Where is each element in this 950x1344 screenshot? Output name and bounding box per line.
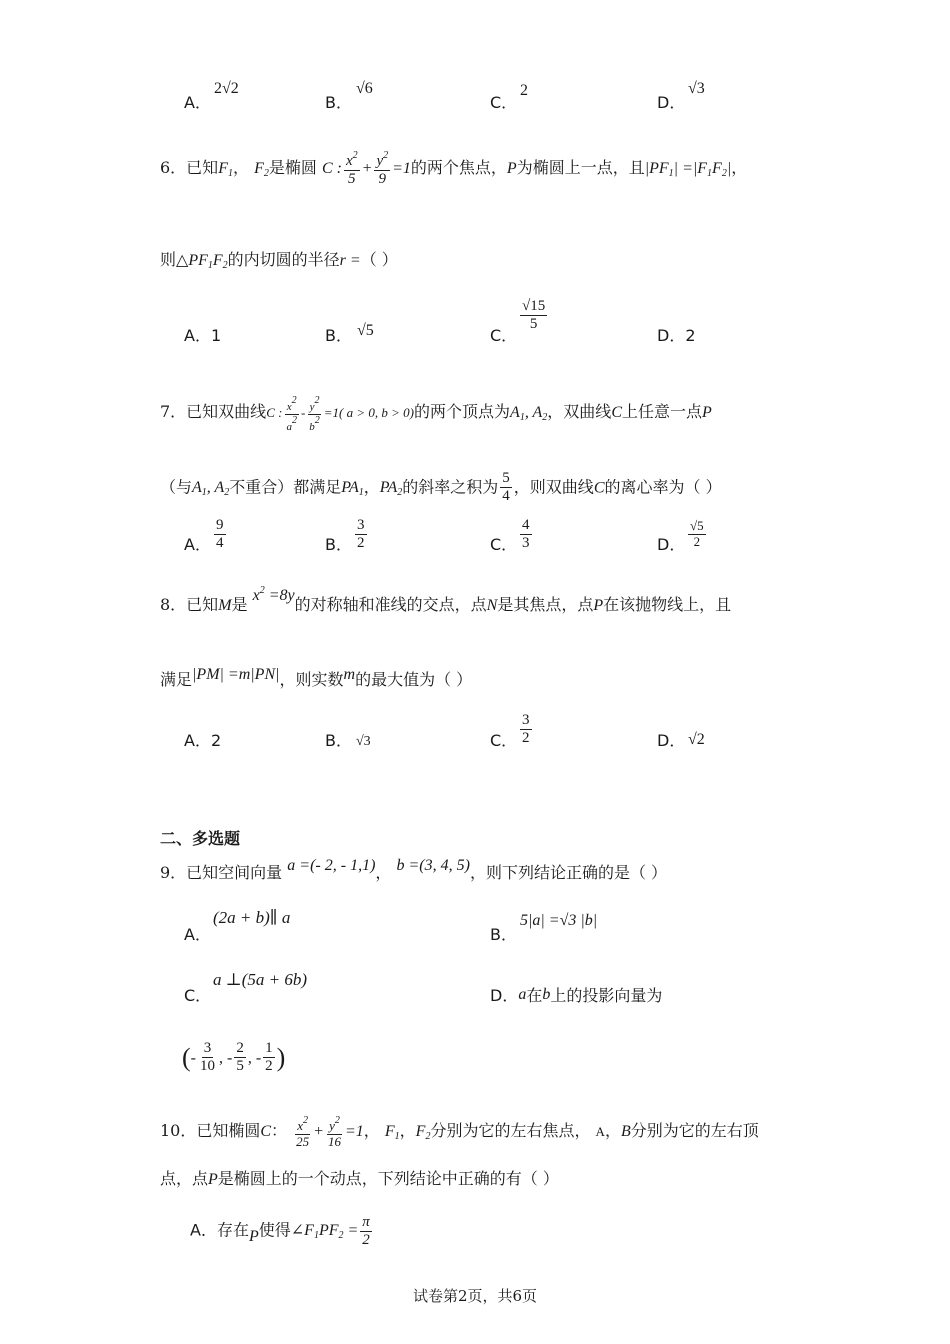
q8-option-a: A．2 (184, 731, 222, 750)
q10-prefix: 10．已知椭圆 (160, 1121, 261, 1141)
q6-text-ellipse: 是椭圆 (268, 157, 317, 177)
q6-text-foci: 的两个焦点， (410, 157, 507, 177)
q7-prefix: 7．已知双曲线 (160, 402, 267, 422)
q8-option-c-label: C． (490, 731, 518, 750)
q8-option-d-label: D． (657, 731, 686, 750)
q10-line-1 (160, 1115, 759, 1150)
q9-option-b-expr: 5|a| =√3 |b| (520, 912, 598, 929)
q8-m: M (218, 597, 232, 614)
q10-option-a-text: 使得 (258, 1220, 291, 1240)
q6-line-2 (160, 247, 398, 271)
q6-comma: ， (232, 157, 249, 177)
q10-option-a-angle: $\angle F_1PF_2$ = $\frac{\pi}{2}$ (290, 1214, 370, 1249)
q5-option-b-label: B． (325, 93, 352, 112)
q8-text-focus: 是其焦点，点 (497, 595, 594, 614)
q7-comma: ， (363, 477, 380, 497)
q6-p: P (506, 159, 517, 177)
q8-text-real: ，则实数 (279, 670, 344, 689)
q10-a: A (595, 1124, 605, 1140)
q9-text-tail: ，则下列结论正确的是（ ） (469, 863, 668, 882)
q8-text-max: 的最大值为（ ） (355, 670, 473, 689)
q5-option-c-value: 2 (520, 82, 528, 99)
q6-f1: $F_1$ (218, 159, 233, 179)
q8-option-d-value: √2 (688, 731, 705, 748)
q7-option-d-label: D． (657, 535, 686, 554)
q7-option-c-label: C． (490, 535, 518, 554)
q7-text-hyperbola: ，双曲线 (547, 402, 612, 422)
q7-hyperbola-eq: C : $\frac{x2}{a2}$ - $\frac{y2}{b2}$ =1( a > 0, b > 0) (266, 395, 415, 433)
q10-text-point: 点，点 (160, 1169, 209, 1188)
q7-option-a-value: $\frac{9}{4}$ (216, 517, 224, 552)
q6-option-a: A．1 (184, 326, 222, 345)
q5-option-c-label: C． (490, 93, 518, 112)
q10-comma: ， (363, 1121, 380, 1141)
q10-option-a-p: P (248, 1228, 259, 1246)
q9-option-a-expr: (2a + b)∥ a (213, 908, 291, 927)
q10-c: C (260, 1123, 272, 1141)
q8-n: N (486, 597, 498, 614)
q10-option-a (190, 1214, 374, 1250)
q9-option-c-label: C． (184, 986, 212, 1005)
q10-comma-3: ， (604, 1121, 621, 1141)
q9-option-d (490, 983, 662, 1006)
q7-a1a2: $A_1$, $A_2$ (510, 404, 548, 424)
q8-text-satisfy: 满足 (160, 670, 193, 689)
q10-colon: ： (271, 1121, 288, 1141)
q7-text-with: （与 (160, 477, 193, 497)
page-footer: 试卷第2页，共6页 (412, 1287, 538, 1305)
q7-option-c-value: $\frac{4}{3}$ (522, 517, 530, 552)
q10-ellipse-eq: $\frac{x^2}{25}$ + $\frac{y^2}{16}$ =1 (296, 1115, 364, 1149)
q7-text-vertices: 的两个顶点为 (414, 402, 511, 422)
q7-text-satisfy: 不重合）都满足 (229, 477, 342, 497)
q8-line-1 (160, 585, 732, 615)
q8-option-c-value: $\frac{3}{2}$ (522, 712, 530, 747)
q6-condition: $|PF_1| =|F_1F_2|$ (644, 159, 732, 179)
q10-b: B (620, 1123, 631, 1141)
q9-vector-a: a =(- 2, - 1,1) (287, 857, 376, 874)
q6-option-c-label: C． (490, 326, 518, 345)
q7-text-slope: 的斜率之积为 (402, 477, 499, 497)
q5-option-d-value: √3 (688, 80, 705, 97)
q6-paren: （ ） (360, 250, 398, 269)
q7-c-2: C (593, 479, 605, 497)
q8-parabola-eq: $x^2 =8y$ (252, 585, 295, 604)
q6-comma-2: ， (731, 157, 748, 177)
q7-text-eccentricity: 的离心率为（ ） (604, 477, 722, 497)
q10-f2: $F_2$ (415, 1123, 431, 1143)
q7-option-b-value: $\frac{3}{2}$ (357, 517, 365, 552)
q8-line-2 (160, 667, 472, 690)
q9-vector-b: b =(3, 4, 5) (396, 857, 470, 874)
q7-text-point: 上任意一点 (621, 402, 702, 422)
q10-text-vertices: 分别为它的左右顶 (630, 1121, 759, 1141)
q7-p: P (702, 404, 712, 422)
q7-pa1: $PA_1$ (341, 479, 364, 499)
q6-line-1 (160, 150, 747, 189)
q7-line-1 (160, 395, 712, 433)
q10-comma-2: ， (399, 1121, 416, 1141)
q8-prefix: 8．已知 (160, 595, 219, 614)
q6-triangle: $\triangle PF_1F_2$ (176, 252, 228, 271)
q7-line-2 (160, 470, 722, 506)
q9-option-d-label: D． (490, 986, 519, 1005)
q7-option-a-label: A． (184, 535, 211, 554)
q7-text-then: ，则双曲线 (513, 477, 594, 497)
q6-then: 则 (160, 250, 177, 269)
q7-option-d-value: $\frac{√5}{2}$ (690, 518, 704, 549)
q6-f2: $F_2$ (254, 159, 269, 179)
q5-option-d-label: D． (657, 93, 686, 112)
q9-option-b-label: B． (490, 925, 517, 944)
q7-option-b-label: B． (325, 535, 352, 554)
q10-p: P (208, 1171, 218, 1188)
q9-prefix: 9．已知空间向量 (160, 863, 283, 882)
q10-f1: $F_1$ (384, 1123, 400, 1143)
q9-option-d-vector: (- $\frac{3}{10}$ , - $\frac{2}{5}$ , - $\frac{1}{2}$ ) (182, 1040, 286, 1075)
q8-condition: |PM| =m|PN| (192, 666, 280, 683)
q6-option-b-label: B． (325, 326, 352, 345)
q7-c: C (611, 404, 622, 422)
q6-option-b-value: √5 (357, 322, 374, 339)
q9-separator: ， (375, 863, 392, 882)
q7-a1a2-2: $A_1$, $A_2$ (192, 479, 230, 499)
q10-text-moving: 是椭圆上的一个动点，下列结论中正确的有（ ） (217, 1169, 559, 1188)
q8-text-axis: 的对称轴和准线的交点，点 (294, 595, 487, 614)
q6-prefix: 6．已知 (160, 157, 219, 177)
q7-pa2: $PA_2$ (379, 479, 403, 499)
q5-option-b-value: √6 (356, 80, 373, 97)
q9-option-d-b: b (542, 986, 551, 1003)
q6-text-radius: 的内切圆的半径 (227, 250, 340, 269)
q8-text-on: 在该抛物线上，且 (603, 595, 732, 614)
q7-product: $\frac{5}{4}$ (502, 470, 510, 505)
section-title-multiple-choice: 二、多选题 (160, 829, 241, 848)
q8-text-is: 是 (231, 595, 248, 614)
q6-ellipse-eq: C : $\frac{x^2}{5}$ + $\frac{y^2}{9}$ =1 (321, 150, 411, 188)
q10-text-foci: 分别为它的左右焦点， (430, 1121, 591, 1141)
q8-option-b-label: B． (325, 731, 352, 750)
q8-p: P (593, 597, 604, 614)
q6-option-c-value: $\frac{√15}{5}$ (522, 298, 546, 333)
q9-option-d-in: 在 (526, 986, 543, 1005)
q9-option-a-label: A． (184, 925, 211, 944)
q8-option-b-value: √3 (356, 734, 371, 749)
q6-text-point: 为椭圆上一点，且 (516, 157, 645, 177)
q9-option-d-a: a (518, 986, 527, 1003)
q9-option-d-text: 上的投影向量为 (550, 986, 663, 1005)
q6-r: r = (339, 252, 361, 269)
q5-option-a-label: A． (184, 93, 211, 112)
q9-line-1 (160, 857, 668, 883)
q8-m-var: m (343, 666, 356, 683)
q10-option-a-label: A．存在 (190, 1220, 249, 1240)
q10-line-2 (160, 1166, 559, 1189)
q9-option-c-expr: a ⊥(5a + 6b) (213, 970, 308, 989)
q5-option-a-value: 2√2 (214, 80, 239, 97)
q6-option-d: D．2 (657, 326, 696, 345)
